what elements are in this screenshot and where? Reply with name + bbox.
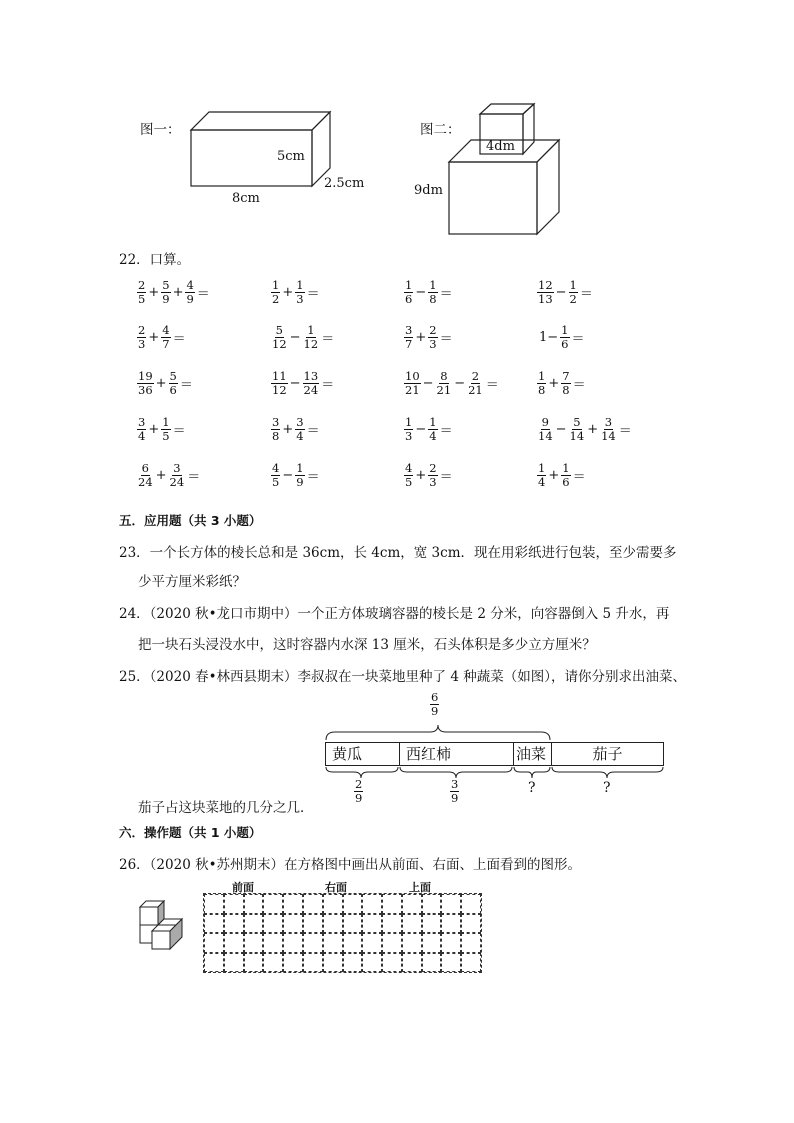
grid-cell[interactable]	[441, 894, 461, 914]
figure1-depth-label: 2.5cm	[324, 176, 365, 191]
q22-fraction: $\frac{2}{3}$	[429, 461, 437, 489]
grid-cell[interactable]	[323, 933, 343, 953]
q22-equals: ＝	[571, 332, 585, 347]
q22-operator: −	[555, 422, 567, 437]
q22-equals: ＝	[321, 332, 335, 347]
grid-cell[interactable]	[382, 953, 402, 973]
q22-fraction: $\frac{3}{7}$	[405, 323, 413, 351]
q25-line1: 25．（2020 春•林西县期末）李叔叔在一块菜地里种了 4 种蔬菜（如图），请你分别求出油菜、	[119, 669, 686, 685]
q22-equals: ＝	[321, 378, 335, 393]
q22-operator: +	[415, 468, 427, 483]
grid-cell[interactable]	[461, 894, 481, 914]
q22-fraction: $\frac{1}{8}$	[538, 369, 546, 397]
q22-fraction: $\frac{8}{21}$	[436, 369, 452, 397]
figure2-small-edge-label: 4dm	[486, 139, 515, 154]
q22-fraction: $\frac{3}{14}$	[601, 415, 616, 443]
figure1-length-label: 8cm	[232, 191, 260, 206]
grid-cell[interactable]	[422, 933, 442, 953]
figure2-stacked-cubes	[440, 98, 570, 238]
figure2-label: 图二：	[420, 122, 461, 138]
grid-cell[interactable]	[244, 914, 264, 934]
q22-fraction: $\frac{1}{3}$	[296, 278, 304, 306]
q22-expression	[271, 279, 322, 306]
q25-fraction-cucumber: $\frac{2}{9}$	[355, 777, 363, 805]
q22-operator: +	[148, 330, 160, 345]
grid-cell[interactable]	[402, 914, 422, 934]
grid-cell[interactable]	[382, 914, 402, 934]
q22-fraction: $\frac{4}{5}$	[272, 461, 280, 489]
q22-equals: ＝	[572, 378, 586, 393]
q26-dashed-grid[interactable]	[203, 893, 482, 973]
q22-expression	[404, 370, 501, 397]
grid-cell[interactable]	[224, 953, 244, 973]
q22-fraction: $\frac{2}{3}$	[138, 323, 146, 351]
grid-cell[interactable]	[204, 953, 224, 973]
q25-bar	[325, 742, 664, 766]
q22-operator: +	[282, 422, 294, 437]
q23-line2: 少平方厘米彩纸？	[138, 574, 246, 590]
q22-expression	[404, 462, 455, 489]
section6-heading: 六．操作题（共 1 小题）	[119, 825, 262, 840]
q22-equals: ＝	[439, 470, 453, 485]
q22-expression	[404, 324, 455, 351]
q22-heading: 22．口算。	[119, 252, 191, 268]
q22-fraction: $\frac{1}{4}$	[538, 461, 546, 489]
grid-cell[interactable]	[422, 914, 442, 934]
grid-cell[interactable]	[263, 914, 283, 934]
q22-equals: ＝	[306, 287, 320, 302]
q22-operator: −	[454, 376, 466, 391]
grid-cell[interactable]	[422, 894, 442, 914]
grid-cell[interactable]	[402, 953, 422, 973]
q22-expression	[537, 416, 634, 443]
q25-unknown-rape: ?	[528, 780, 536, 796]
grid-cell[interactable]	[323, 914, 343, 934]
q22-fraction: $\frac{1}{12}$	[303, 323, 319, 351]
q22-expression	[271, 324, 336, 351]
grid-cell[interactable]	[283, 933, 303, 953]
grid-cell[interactable]	[461, 953, 481, 973]
q22-expression	[271, 416, 322, 443]
q22-expression	[137, 279, 212, 306]
q22-expression	[537, 370, 588, 397]
q22-operator: +	[415, 330, 427, 345]
grid-cell[interactable]	[204, 894, 224, 914]
grid-cell[interactable]	[204, 914, 224, 934]
q22-equals: ＝	[306, 424, 320, 439]
grid-cell[interactable]	[402, 933, 422, 953]
q22-equals: ＝	[196, 287, 210, 302]
q22-fraction: $\frac{5}{12}$	[272, 323, 287, 351]
q25-top-brace	[325, 724, 555, 742]
q22-fraction: $\frac{5}{9}$	[162, 278, 170, 306]
q22-expression	[137, 416, 188, 443]
q26-line1: 26．（2020 秋•苏州期末）在方格图中画出从前面、右面、上面看到的图形。	[119, 857, 582, 873]
grid-cell[interactable]	[224, 894, 244, 914]
q22-operator: 1−	[539, 330, 559, 345]
q22-equals: ＝	[572, 470, 586, 485]
grid-cell[interactable]	[263, 953, 283, 973]
q22-fraction: $\frac{1}{2}$	[569, 278, 577, 306]
grid-cell[interactable]	[283, 894, 303, 914]
q22-fraction: $\frac{4}{5}$	[405, 461, 413, 489]
grid-cell[interactable]	[224, 914, 244, 934]
q22-equals: ＝	[172, 424, 186, 439]
grid-cell[interactable]	[441, 953, 461, 973]
q22-operator: +	[548, 468, 560, 483]
grid-cell[interactable]	[244, 953, 264, 973]
q22-fraction: $\frac{9}{14}$	[538, 415, 553, 443]
q22-fraction: $\frac{4}{7}$	[162, 323, 170, 351]
q26-block-figure	[138, 899, 190, 955]
figure2-large-edge-label: 9dm	[414, 183, 443, 198]
grid-cell[interactable]	[263, 933, 283, 953]
q22-fraction: $\frac{1}{8}$	[429, 278, 437, 306]
q24-line2: 把一块石头浸没水中，这时容器内水深 13 厘米，石头体积是多少立方厘米？	[138, 637, 596, 653]
section5-heading: 五．应用题（共 3 小题）	[119, 513, 262, 528]
q22-operator: −	[422, 376, 434, 391]
q25-bottom-braces	[325, 766, 665, 780]
q22-fraction: $\frac{1}{5}$	[162, 415, 170, 443]
q22-expression	[537, 462, 588, 489]
q22-fraction: $\frac{3}{24}$	[169, 461, 185, 489]
q25-top-fraction: $\frac{6}{9}$	[431, 690, 439, 718]
q22-fraction: $\frac{12}{13}$	[538, 278, 553, 306]
grid-cell[interactable]	[362, 933, 382, 953]
grid-cell[interactable]	[303, 953, 323, 973]
grid-cell[interactable]	[461, 914, 481, 934]
grid-cell[interactable]	[323, 953, 343, 973]
grid-cell[interactable]	[343, 894, 363, 914]
grid-cell[interactable]	[303, 914, 323, 934]
q22-fraction: $\frac{1}{9}$	[296, 461, 304, 489]
q22-fraction: $\frac{1}{6}$	[405, 278, 413, 306]
grid-cell[interactable]	[402, 894, 422, 914]
q22-fraction: $\frac{6}{24}$	[138, 461, 153, 489]
grid-cell[interactable]	[303, 894, 323, 914]
q22-fraction: $\frac{3}{8}$	[272, 415, 280, 443]
grid-cell[interactable]	[283, 914, 303, 934]
grid-cell[interactable]	[343, 953, 363, 973]
q22-operator: +	[172, 285, 184, 300]
q22-fraction: $\frac{3}{4}$	[138, 415, 146, 443]
q22-operator: +	[548, 376, 560, 391]
q22-equals: ＝	[172, 332, 186, 347]
q22-fraction: $\frac{10}{21}$	[405, 369, 420, 397]
q22-fraction: $\frac{3}{4}$	[296, 415, 304, 443]
view-label-right: 右面	[325, 881, 347, 894]
grid-cell[interactable]	[204, 933, 224, 953]
grid-cell[interactable]	[283, 953, 303, 973]
grid-cell[interactable]	[441, 933, 461, 953]
q22-expression	[404, 279, 455, 306]
q24-line1: 24．（2020 秋•龙口市期中）一个正方体玻璃容器的棱长是 2 分米，向容器倒入 5 升水，再	[119, 606, 670, 622]
q22-operator: −	[289, 330, 301, 345]
figure1-height-label: 5cm	[277, 149, 305, 164]
grid-cell[interactable]	[382, 933, 402, 953]
q22-fraction: $\frac{1}{2}$	[272, 278, 280, 306]
q22-expression	[137, 462, 202, 489]
grid-cell[interactable]	[362, 953, 382, 973]
q22-expression	[537, 324, 587, 351]
q25-line2: 茄子占这块菜地的几分之几．	[138, 800, 314, 816]
q22-equals: ＝	[439, 332, 453, 347]
view-label-top: 上面	[409, 881, 431, 894]
grid-cell[interactable]	[362, 894, 382, 914]
q22-fraction: $\frac{2}{5}$	[138, 278, 146, 306]
grid-cell[interactable]	[244, 933, 264, 953]
grid-cell[interactable]	[382, 894, 402, 914]
q22-equals: ＝	[179, 378, 193, 393]
q22-equals: ＝	[485, 378, 499, 393]
q22-fraction: $\frac{1}{4}$	[429, 415, 437, 443]
q22-expression	[271, 462, 322, 489]
q22-expression	[137, 370, 195, 397]
grid-cell[interactable]	[362, 914, 382, 934]
grid-cell[interactable]	[244, 894, 264, 914]
q25-segment-rape: 油菜	[514, 743, 552, 765]
q22-equals: ＝	[618, 424, 632, 439]
q22-fraction: $\frac{7}{8}$	[562, 369, 570, 397]
q22-equals: ＝	[579, 287, 593, 302]
q22-operator: −	[415, 422, 427, 437]
q22-fraction: $\frac{4}{9}$	[186, 278, 194, 306]
q22-fraction: $\frac{11}{12}$	[272, 369, 287, 397]
q22-equals: ＝	[439, 287, 453, 302]
grid-cell[interactable]	[441, 914, 461, 934]
grid-cell[interactable]	[343, 914, 363, 934]
q22-operator: +	[587, 422, 599, 437]
view-label-front: 前面	[232, 881, 254, 894]
grid-cell[interactable]	[224, 933, 244, 953]
q22-fraction: $\frac{1}{6}$	[561, 323, 569, 351]
q22-fraction: $\frac{5}{14}$	[569, 415, 585, 443]
q22-expression	[404, 416, 455, 443]
q22-operator: +	[148, 285, 160, 300]
q22-expression	[137, 324, 188, 351]
q25-segment-cucumber: 黄瓜	[326, 743, 400, 765]
q22-operator: +	[282, 285, 294, 300]
q22-operator: −	[289, 376, 301, 391]
q22-fraction: $\frac{2}{3}$	[429, 323, 437, 351]
q25-fraction-tomato: $\frac{3}{9}$	[451, 777, 459, 805]
q22-fraction: $\frac{19}{36}$	[138, 369, 153, 397]
q22-fraction: $\frac{2}{21}$	[468, 369, 483, 397]
q22-expression	[271, 370, 336, 397]
q22-fraction: $\frac{1}{6}$	[562, 461, 570, 489]
grid-cell[interactable]	[422, 953, 442, 973]
grid-cell[interactable]	[263, 894, 283, 914]
q22-fraction: $\frac{1}{3}$	[405, 415, 413, 443]
q22-fraction: $\frac{5}{6}$	[169, 369, 177, 397]
q22-equals: ＝	[306, 470, 320, 485]
q22-equals: ＝	[439, 424, 453, 439]
q22-expression	[537, 279, 595, 306]
q25-segment-tomato: 西红柿	[400, 743, 514, 765]
q22-operator: +	[148, 422, 160, 437]
grid-cell[interactable]	[461, 933, 481, 953]
grid-cell[interactable]	[343, 933, 363, 953]
q22-operator: −	[555, 285, 567, 300]
q22-operator: +	[155, 376, 167, 391]
q22-operator: −	[415, 285, 427, 300]
q22-operator: +	[155, 468, 167, 483]
q22-equals: ＝	[187, 470, 201, 485]
q22-fraction: $\frac{13}{24}$	[303, 369, 319, 397]
grid-cell[interactable]	[303, 933, 323, 953]
q22-operator: −	[282, 468, 294, 483]
q23-line1: 23．一个长方体的棱长总和是 36cm，长 4cm，宽 3cm．现在用彩纸进行包装，至少需要多	[119, 545, 677, 561]
figure1-label: 图一：	[140, 122, 181, 138]
q25-segment-eggplant: 茄子	[592, 745, 623, 763]
q25-unknown-eggplant: ?	[603, 780, 611, 796]
grid-cell[interactable]	[323, 894, 343, 914]
